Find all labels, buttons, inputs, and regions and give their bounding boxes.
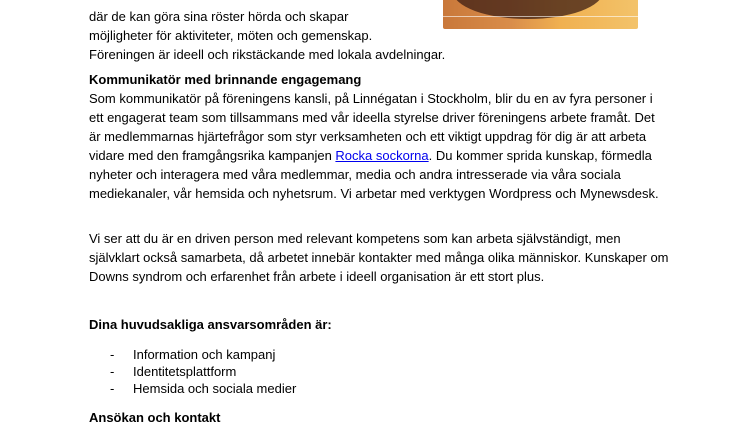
section1-text-after-link: . Du kommer sprida kunskap, förmedla nyheter och interagera med våra medlemmar, media och andra intresserade via våra sociala mediekanaler, vår hemsida och nyhetsrum. Vi arbetar med verktygen Wordpress och Mynewsdesk. bbox=[89, 148, 659, 201]
list-bullet: - bbox=[110, 364, 115, 379]
rocka-sockorna-link[interactable]: Rocka sockorna bbox=[335, 148, 429, 163]
photo-line bbox=[443, 16, 638, 17]
section2-heading: Dina huvudsakliga ansvarsområden är: bbox=[89, 317, 332, 332]
list-item bbox=[89, 363, 669, 380]
intro-line-2: möjligheter för aktiviteter, möten och gemenskap. bbox=[89, 28, 373, 43]
list-item-label: Identitetsplattform bbox=[133, 364, 237, 379]
section1-heading: Kommunikatör med brinnande engagemang bbox=[89, 72, 362, 87]
list-item-label: Information och kampanj bbox=[133, 347, 276, 362]
responsibilities-list bbox=[89, 346, 669, 397]
section3-heading: Ansökan och kontakt bbox=[89, 410, 221, 425]
intro-line-1: där de kan göra sina röster hörda och skapar bbox=[89, 9, 349, 24]
header-photo bbox=[443, 0, 638, 29]
intro-line-3: Föreningen är ideell och rikstäckande med lokala avdelningar. bbox=[89, 47, 446, 62]
section1-text-before-link: Som kommunikatör på föreningens kansli, på Linnégatan i Stockholm, blir du en av fyra personer i ett engagerat team som tillsammans med vår ideella styrelse driver föreningens arbete framåt. Det är medlemmarnas hjärtefrågor som styr verksamheten och ett viktigt uppdrag för dig är att arbeta vidare med den framgångsrika kampanjen bbox=[89, 91, 655, 163]
section1-paragraph bbox=[89, 89, 669, 203]
list-item bbox=[89, 346, 669, 363]
list-bullet: - bbox=[110, 347, 115, 362]
list-bullet: - bbox=[110, 381, 115, 396]
intro-text bbox=[89, 7, 445, 64]
list-item-label: Hemsida och sociala medier bbox=[133, 381, 297, 396]
paragraph-2: Vi ser att du är en driven person med relevant kompetens som kan arbeta självständigt, men självklart också samarbeta, då arbetet innebär kontakter med många olika människor. Kunskaper om Downs syndrom och erfarenhet från arbete i ideell organisation är ett stort plus. bbox=[89, 231, 669, 284]
list-item bbox=[89, 380, 669, 397]
